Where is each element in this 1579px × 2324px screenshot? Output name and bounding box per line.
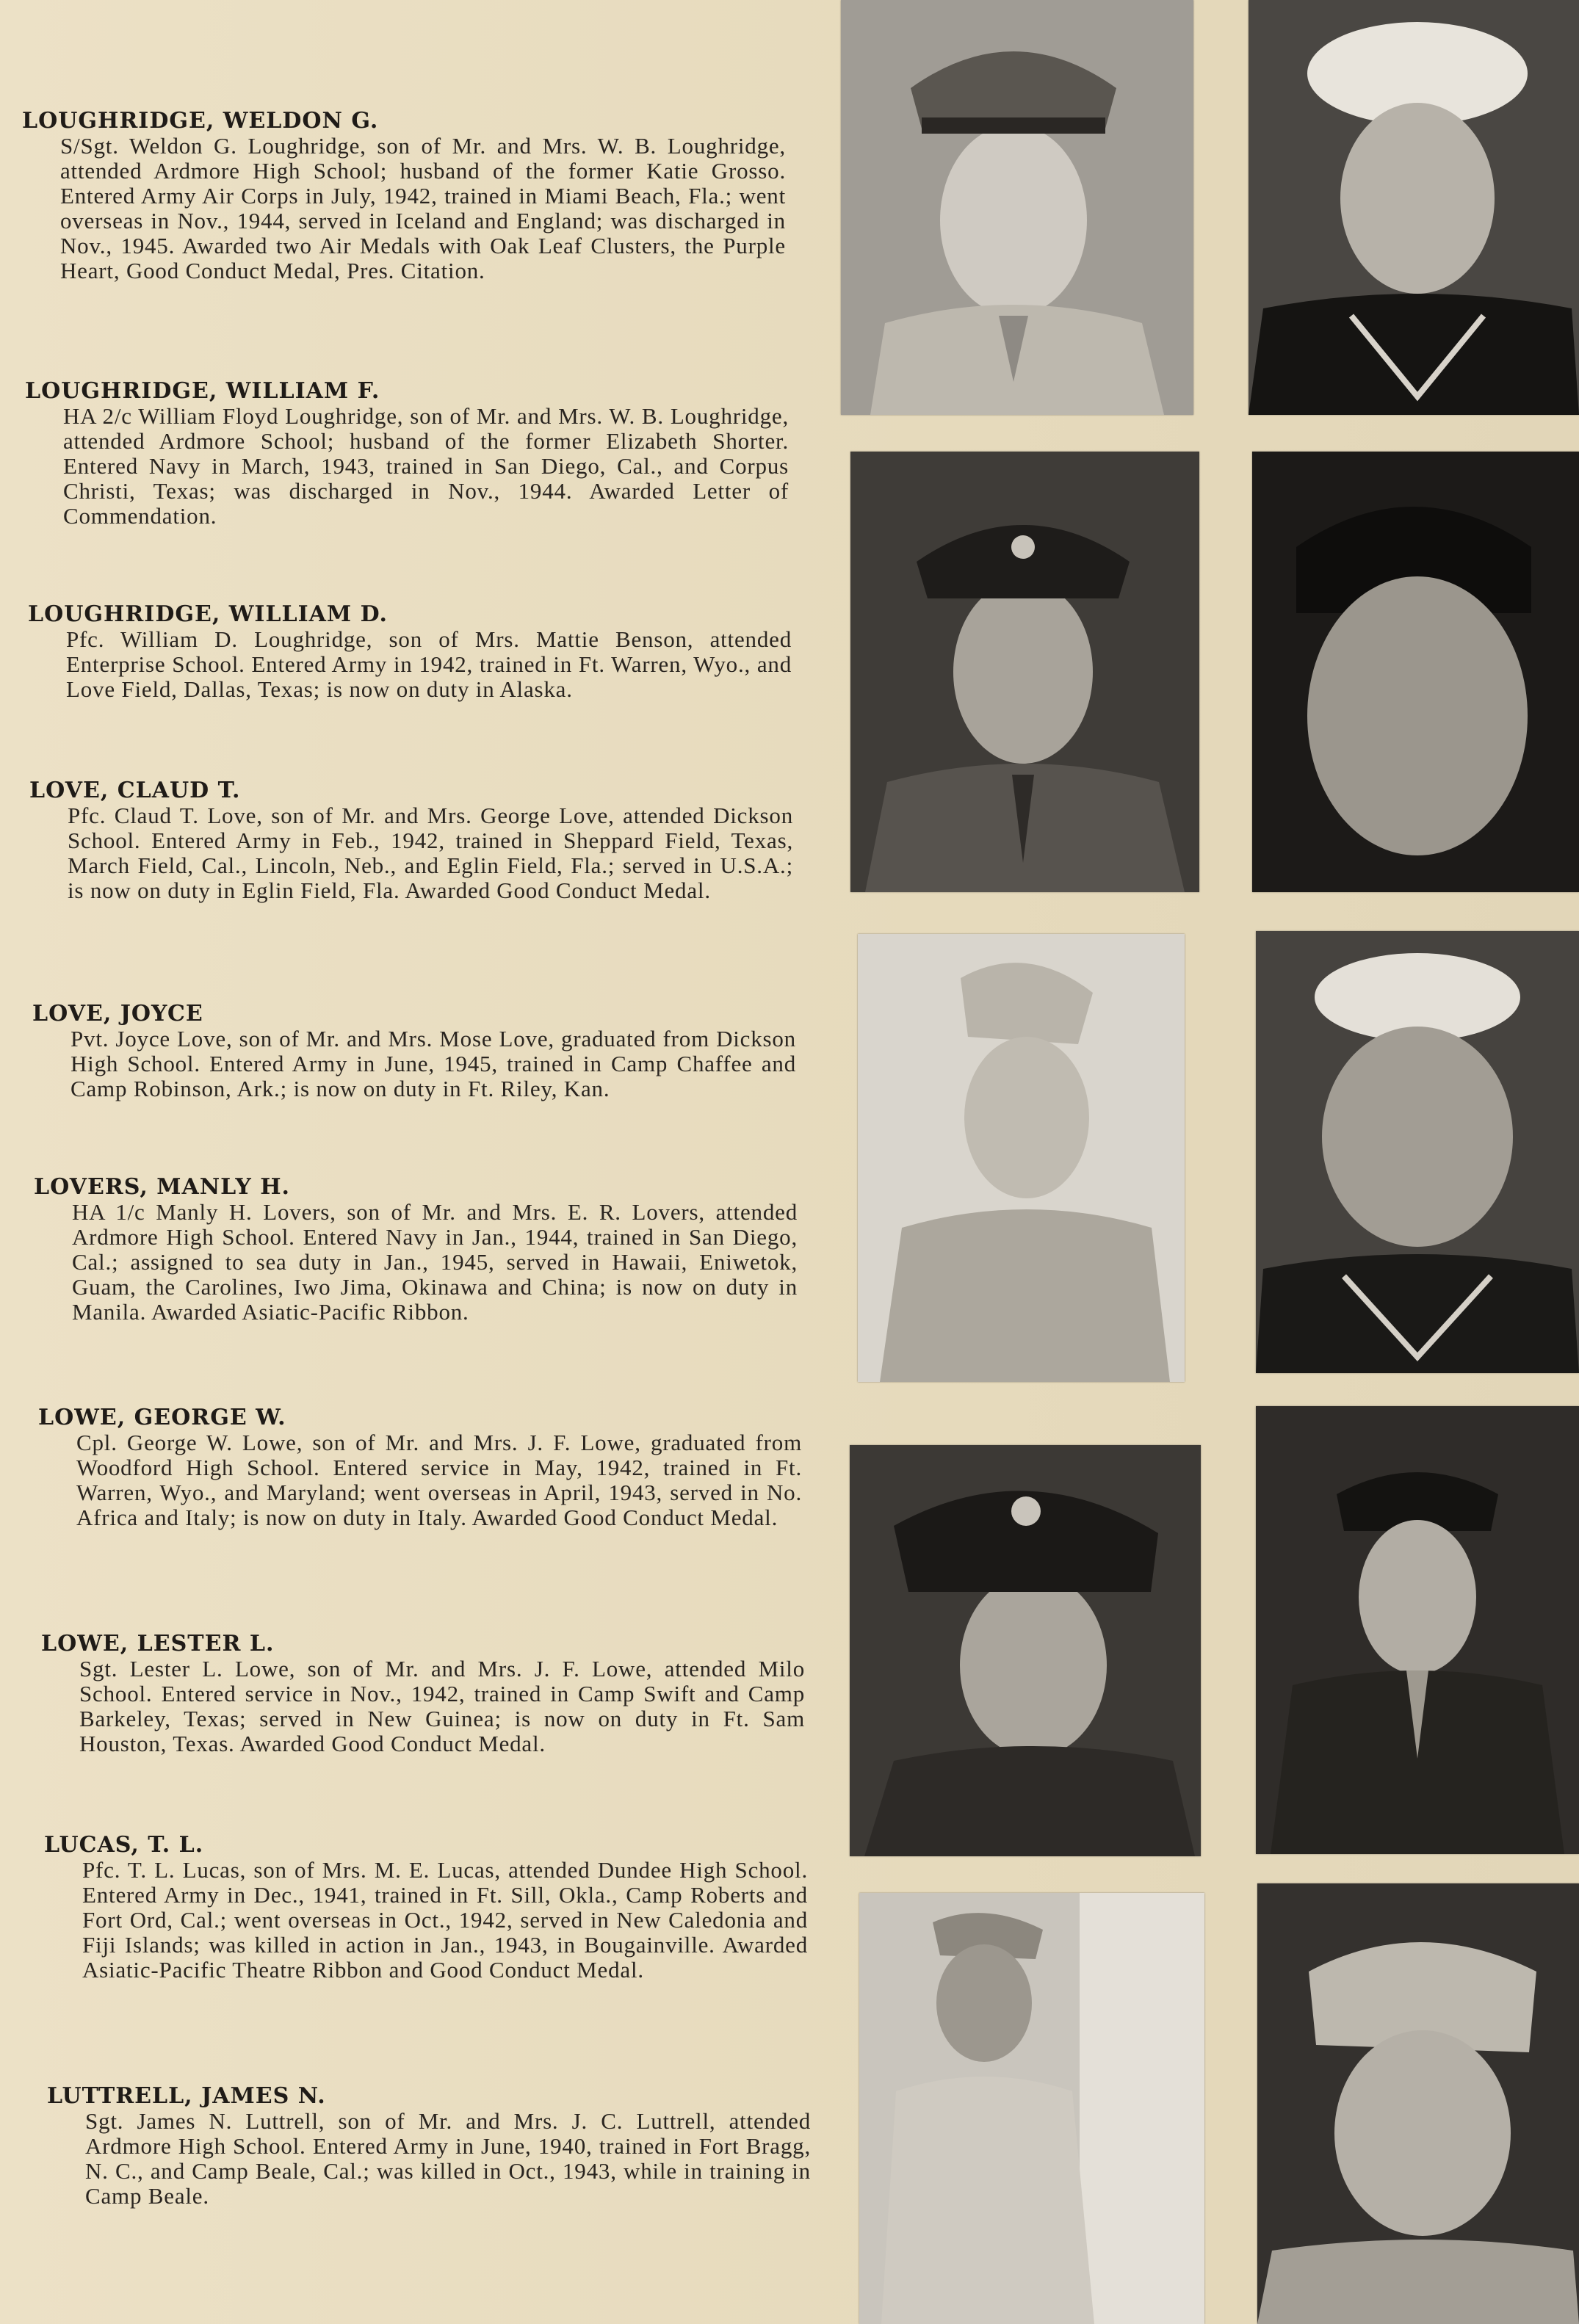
- entry-lowe-lester: [41, 1632, 805, 1756]
- entry-love-joyce: [32, 1002, 796, 1101]
- entry-lovers-manly: [34, 1175, 798, 1325]
- entry-lucas: [44, 1833, 808, 1983]
- entry-lowe-george: [38, 1405, 802, 1530]
- entry-name: LOUGHRIDGE, WILLIAM F.: [25, 378, 380, 404]
- entry-bio: Pvt. Joyce Love, son of Mr. and Mrs. Mose Love, graduated from Dickson High School. Entered Army in June, 1945, trained in Camp Chaffee and Camp Robinson, Ark.; is now on duty in Ft. Riley, Kan.: [71, 1026, 796, 1101]
- entry-bio: Cpl. George W. Lowe, son of Mr. and Mrs. J. F. Lowe, graduated from Woodford High School. Entered service in May, 1942, trained in Ft. Warren, Wyo., and Maryland; went overseas in April, 1943, served in No. Africa and Italy; is now on duty in Italy. Awarded Good Conduct Medal.: [76, 1430, 802, 1530]
- entry-bio: Sgt. Lester L. Lowe, son of Mr. and Mrs. J. F. Lowe, attended Milo School. Entered service in Nov., 1942, trained in Camp Swift and Camp Barkeley, Texas; served in New Guinea; is now on duty in Ft. Sam Houston, Texas. Awarded Good Conduct Medal.: [79, 1656, 805, 1756]
- entry-luttrell: [47, 2084, 811, 2209]
- entry-name: LOUGHRIDGE, WELDON G.: [22, 108, 379, 134]
- portrait-photo: [841, 0, 1193, 415]
- entry-name: LUCAS, T. L.: [44, 1832, 204, 1858]
- portrait-photo: [1249, 0, 1579, 415]
- entry-bio: Pfc. Claud T. Love, son of Mr. and Mrs. George Love, attended Dickson School. Entered Army in Feb., 1942, trained in Sheppard Field, Texas, March Field, Cal., Lincoln, Neb., and Eglin Field, Fla.; served in U.S.A.; is now on duty in Eglin Field, Fla. Awarded Good Conduct Medal.: [68, 803, 793, 903]
- entry-bio: Pfc. T. L. Lucas, son of Mrs. M. E. Lucas, attended Dundee High School. Entered Army in Dec., 1941, trained in Ft. Sill, Okla., Camp Roberts and Fort Ord, Cal.; went overseas in Oct., 1942, served in New Caledonia and Fiji Islands; was killed in action in Jan., 1943, in Bougainville. Awarded Asiatic-Pacific Theatre Ribbon and Good Conduct Medal.: [82, 1857, 808, 1983]
- portrait-photo: [850, 1445, 1201, 1856]
- entry-name: LOUGHRIDGE, WILLIAM D.: [28, 601, 388, 627]
- entry-bio: S/Sgt. Weldon G. Loughridge, son of Mr. and Mrs. W. B. Loughridge, attended Ardmore High School; husband of the former Katie Grosso. Entered Army Air Corps in July, 1942, trained in Miami Beach, Fla.; went overseas in Nov., 1944, served in Iceland and England; was discharged in Nov., 1945. Awarded two Air Medals with Oak Leaf Clusters, the Purple Heart, Good Conduct Medal, Pres. Citation.: [60, 133, 786, 283]
- portrait-photo: [859, 1893, 1204, 2324]
- entry-name: LUTTRELL, JAMES N.: [47, 2083, 326, 2109]
- entry-loughridge-weldon: [22, 109, 786, 283]
- entry-name: LOWE, LESTER L.: [41, 1631, 275, 1657]
- portrait-photo: [858, 934, 1185, 1382]
- portrait-photo: [1257, 1883, 1579, 2324]
- portrait-photo: [1252, 452, 1579, 892]
- entry-bio: HA 1/c Manly H. Lovers, son of Mr. and Mrs. E. R. Lovers, attended Ardmore High School. Entered Navy in Jan., 1944, trained in San Diego, Cal.; assigned to sea duty in Jan., 1945, served in Hawaii, Eniwetok, Guam, the Carolines, Iwo Jima, Okinawa and China; is now on duty in Manila. Awarded Asiatic-Pacific Ribbon.: [72, 1199, 798, 1325]
- portrait-photo: [1256, 1406, 1579, 1854]
- portrait-photo: [850, 452, 1199, 892]
- entry-name: LOVE, CLAUD T.: [29, 778, 241, 803]
- entry-loughridge-william-d: [28, 602, 792, 702]
- entry-bio: HA 2/c William Floyd Loughridge, son of Mr. and Mrs. W. B. Loughridge, attended Ardmore School; husband of the former Elizabeth Shorter. Entered Navy in March, 1943, trained in San Diego, Cal., and Corpus Christi, Texas; was discharged in Nov., 1944. Awarded Letter of Commendation.: [63, 403, 789, 529]
- entry-bio: Sgt. James N. Luttrell, son of Mr. and Mrs. J. C. Luttrell, attended Ardmore High School. Entered Army in June, 1940, trained in Fort Bragg, N. C., and Camp Beale, Cal.; was killed in Oct., 1943, while in training in Camp Beale.: [85, 2108, 811, 2209]
- entry-name: LOWE, GEORGE W.: [38, 1405, 286, 1430]
- entry-love-claud: [29, 778, 793, 903]
- entry-bio: Pfc. William D. Loughridge, son of Mrs. Mattie Benson, attended Enterprise School. Entered Army in 1942, trained in Ft. Warren, Wyo., and Love Field, Dallas, Texas; is now on duty in Alaska.: [66, 626, 792, 702]
- portrait-photo: [1256, 931, 1579, 1373]
- entry-name: LOVE, JOYCE: [32, 1001, 203, 1027]
- entry-loughridge-william-f: [25, 379, 789, 529]
- entry-name: LOVERS, MANLY H.: [34, 1174, 290, 1200]
